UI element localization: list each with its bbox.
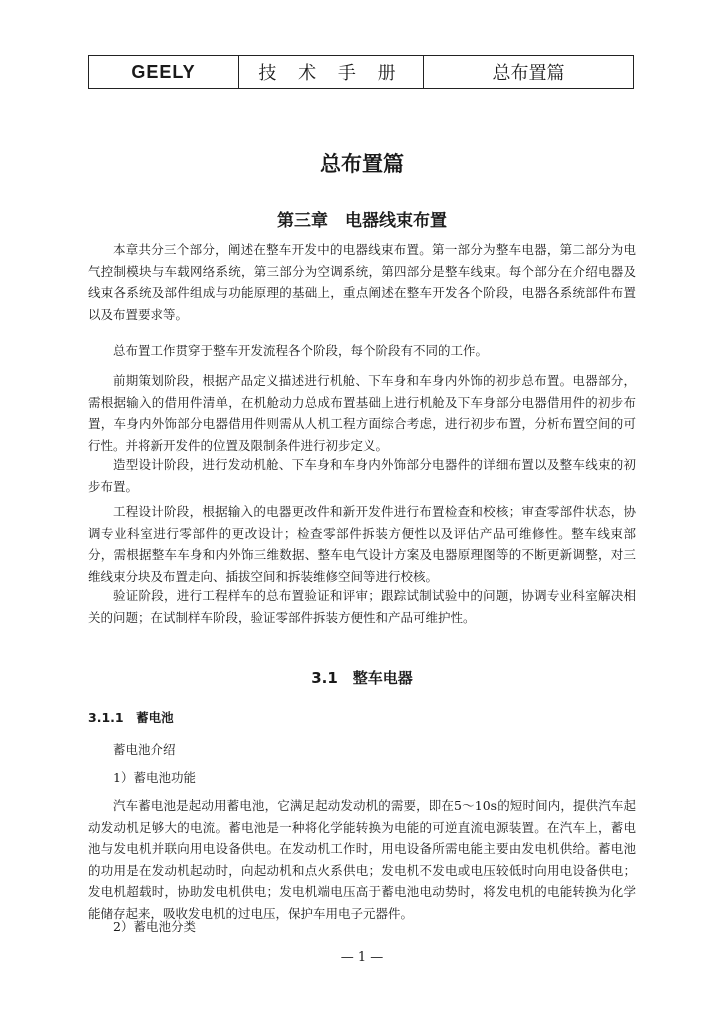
intro-paragraph-4: 造型设计阶段，进行发动机舱、下车身和车身内外饰部分电器件的详细布置以及整车线束的初步布置。 bbox=[88, 457, 636, 494]
intro-paragraph-5: 工程设计阶段，根据输入的电器更改件和新开发件进行布置检查和校核；审查零部件状态，协调专业科室进行零部件的更改设计；检查零部件拆装方便性以及评估产品可维修性。整车线束部分，需根据整车车身和内外饰三维数据、整车电气设计方案及电器原理图等的不断更新调整，对三维线束分块及布置走向、插拔空间和拆装维修空间等进行校核。 bbox=[88, 504, 636, 584]
section-title: 3.1 整车电器 bbox=[311, 669, 413, 687]
header-manual: 技 术 手 册 bbox=[239, 56, 424, 88]
chapter-title: 第三章 电器线束布置 bbox=[277, 211, 447, 231]
header-section: 总布置篇 bbox=[492, 63, 565, 84]
intro-paragraph-1: 本章共分三个部分，阐述在整车开发中的电器线束布置。第一部分为整车电器，第二部分为电气控制模块与车载网络系统，第三部分为空调系统，第四部分是整车线束。每个部分在介绍电器及线束各系统及部件组成与功能原理的基础上，重点阐述在整车开发各个阶段，电器各系统部件布置以及布置要求等。 bbox=[88, 242, 636, 322]
page-number: — 1 — bbox=[340, 950, 384, 965]
battery-types-heading: 2）蓄电池分类 bbox=[113, 919, 196, 934]
battery-intro-label: 蓄电池介绍 bbox=[113, 742, 176, 757]
subsection-title: 3.1.1 蓄电池 bbox=[88, 710, 174, 725]
document-title: 总布置篇 bbox=[320, 152, 404, 176]
intro-paragraph-2: 总布置工作贯穿于整车开发流程各个阶段，每个阶段有不同的工作。 bbox=[113, 343, 489, 358]
battery-function-heading: 1）蓄电池功能 bbox=[113, 770, 196, 785]
intro-paragraph-6: 验证阶段，进行工程样车的总布置验证和评审；跟踪试制试验中的问题，协调专业科室解决相关的问题；在试制样车阶段，验证零部件拆装方便性和产品可维护性。 bbox=[88, 588, 636, 625]
battery-function-paragraph: 汽车蓄电池是起动用蓄电池，它满足起动发动机的需要，即在5～10s的短时间内，提供汽车起动发动机足够大的电流。蓄电池是一种将化学能转换为电能的可逆直流电源装置。在汽车上，蓄电池与发电机并联向用电设备供电。在发动机工作时，用电设备所需电能主要由发电机供给。蓄电池的功用是在发动机起动时，向起动机和点火系供电；发电机不发电或电压较低时向用电设备供电；发电机超载时，协助发电机供电；发电机端电压高于蓄电池电动势时，将发电机的电能转换为化学能储存起来，吸收发电机的过电压，保护车用电子元器件。 bbox=[88, 798, 636, 921]
header-table bbox=[88, 55, 634, 89]
header-brand: GEELY bbox=[89, 56, 239, 88]
intro-paragraph-3: 前期策划阶段，根据产品定义描述进行机舱、下车身和车身内外饰的初步总布置。电器部分，需根据输入的借用件清单，在机舱动力总成布置基础上进行机舱及下车身部分电器借用件的初步布置，车身内外饰部分电器借用件则需从人机工程方面综合考虑，进行初步布置，分析布置空间的可行性。并将新开发件的位置及限制条件进行初步定义。 bbox=[88, 373, 636, 453]
